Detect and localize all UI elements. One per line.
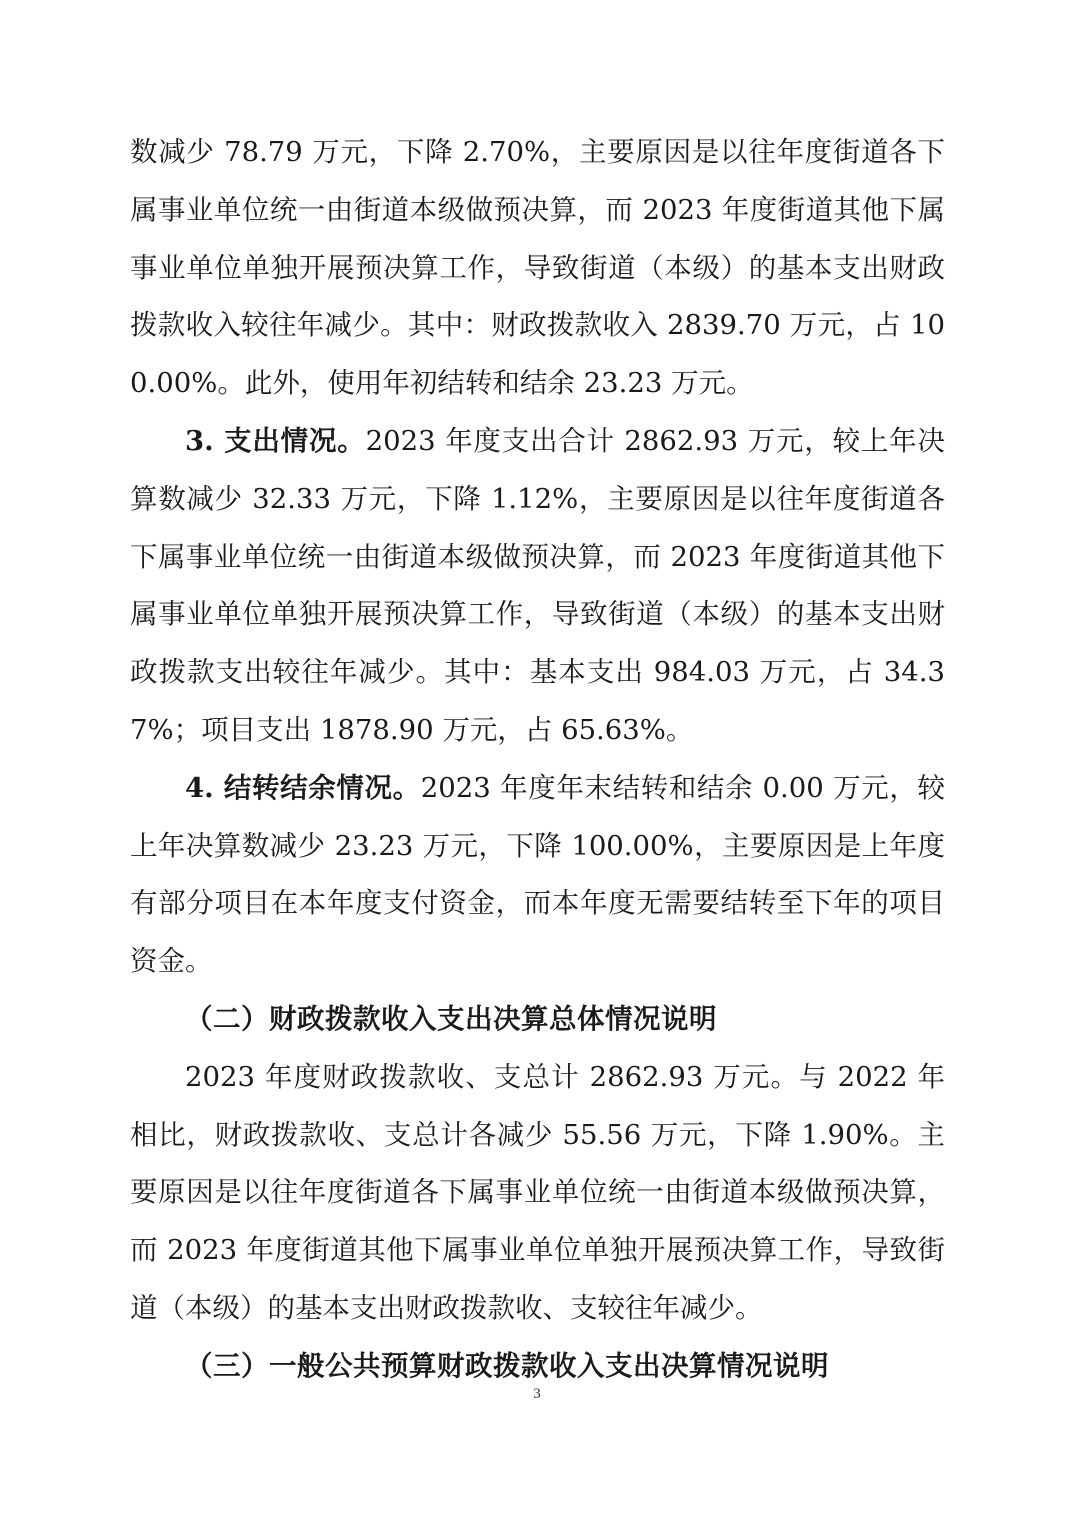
paragraph-text: 数减少 78.79 万元，下降 2.70%，主要原因是以往年度街道各下属事业单位统一由街道本级做预决算，而 2023 年度街道其他下属事业单位单独开展预决算工作，导致街道（本级）的基本支出财政拨款收入较往年减少。其中：财政拨款收入 2839.70 万元，占 100.00%。此外，使用年初结转和结余 23.23 万元。 [130,136,945,400]
section-heading-3: （三）一般公共预算财政拨款收入支出决算情况说明 [185,1349,829,1382]
paragraph-fiscal-overview [130,1049,945,1338]
paragraph-income-continuation [130,124,945,413]
paragraph-carryover [130,760,945,991]
document-body [130,124,945,1396]
paragraph-lead: 3. 支出情况。 [185,424,366,457]
paragraph-text: 2023 年度支出合计 2862.93 万元，较上年决算数减少 32.33 万元，下降 1.12%，主要原因是以往年度街道各下属事业单位统一由街道本级做预决算，而 2023 年度街道其他下属事业单位单独开展预决算工作，导致街道（本级）的基本支出财政拨款支出较往年减少。其中：基本支出 984.03 万元，占 34.37%；项目支出 1878.90 万元，占 65.63%。 [130,424,945,746]
paragraph-text: 2023 年度年末结转和结余 0.00 万元，较上年决算数减少 23.23 万元，下降 100.00%，主要原因是上年度有部分项目在本年度支付资金，而本年度无需要结转至下年的项目资金。 [130,771,945,978]
paragraph-expenditure [130,413,945,760]
paragraph-text: 2023 年度财政拨款收、支总计 2862.93 万元。与 2022 年相比，财政拨款收、支总计各减少 55.56 万元，下降 1.90%。主要原因是以往年度街道各下属事业单位统一由街道本级做预决算，而 2023 年度街道其他下属事业单位单独开展预决算工作，导致街道（本级）的基本支出财政拨款收、支较往年减少。 [130,1060,945,1324]
page-number: 3 [533,1386,541,1402]
section-heading-2: （二）财政拨款收入支出决算总体情况说明 [185,1002,717,1035]
paragraph-lead: 4. 结转结余情况。 [185,771,421,804]
